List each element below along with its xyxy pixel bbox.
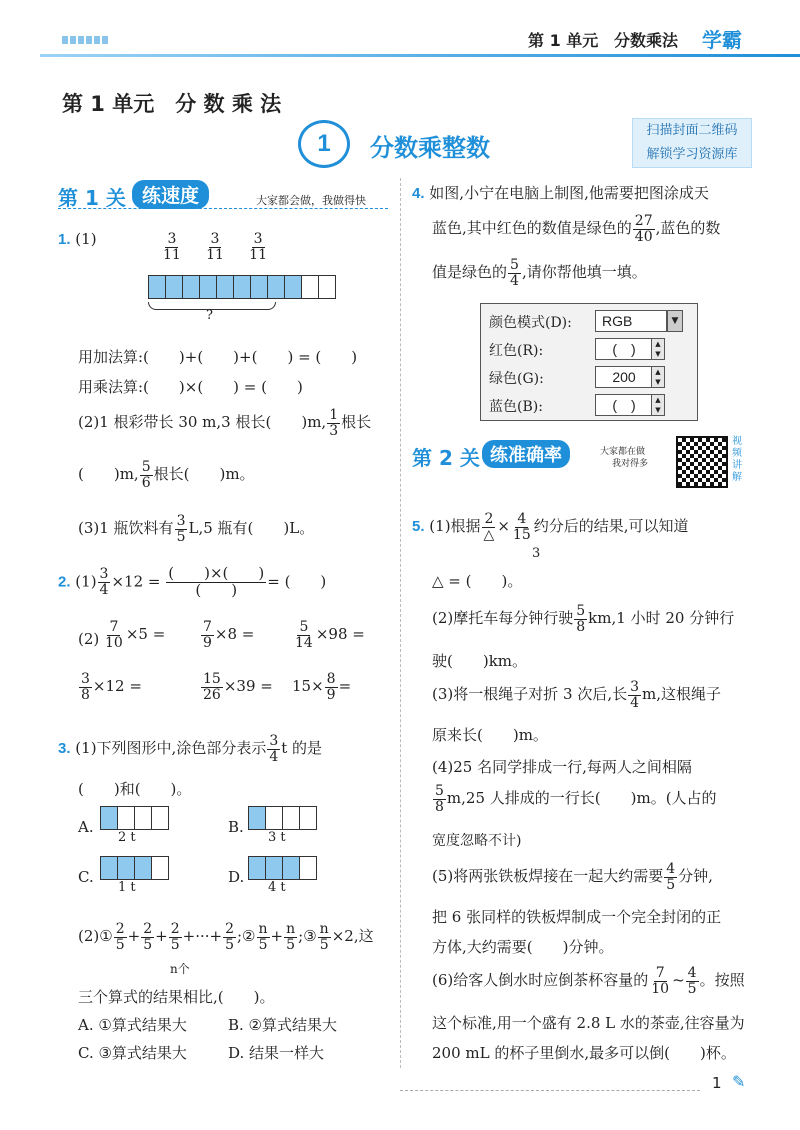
q4-line3: 值是绿色的 $\frac{5}{4}$ ,请你帮他填一填。 <box>432 257 647 289</box>
resource-box <box>632 118 752 168</box>
section1-label: 第 1 关 <box>58 186 126 210</box>
section2-label: 第 2 关 <box>412 446 480 470</box>
q1-top-frac: $\frac{3}{11}$ <box>249 231 267 263</box>
section2-name: 练准确率 <box>482 440 570 468</box>
footer-rule <box>400 1090 700 1091</box>
q3-option-a-length: 2 t <box>118 830 136 845</box>
header-brand: 学霸 <box>702 28 742 52</box>
q3-choice-b: B. ②算式结果大 <box>228 1016 338 1034</box>
q1-part2-line1: (2)1 根彩带长 30 m,3 根长( )m, $\frac{1}{3}$ 根长 <box>78 407 372 439</box>
q3-option-d-length: 4 t <box>268 880 286 895</box>
q1-mul-line: 用乘法算:( )×( ) = ( ) <box>78 378 303 396</box>
color-dialog <box>480 303 698 421</box>
q5-part6-b: 这个标准,用一个盛有 2.8 L 水的茶壶,往容量为 <box>432 1014 745 1032</box>
q5-part6: (6)给客人倒水时应倒茶杯容量的 $\frac{7}{10}$ ~ $\frac{4}{5}$ 。按照 <box>432 965 745 997</box>
q5-part1: 5. (1)根据 $\frac{2}{\triangle}$ × $\frac{4}{15}$ 约分后的结果,可以知道 <box>412 511 689 543</box>
lesson-badge: 1 <box>298 120 350 168</box>
q3-option-d-bar <box>248 856 316 880</box>
red-input[interactable]: ( ) <box>595 338 653 360</box>
resource-line2: 解锁学习资源库 <box>646 147 738 162</box>
q1-strip <box>148 275 335 299</box>
header-unit: 第 1 单元 <box>528 31 599 50</box>
page-number: 1 <box>712 1074 722 1092</box>
blue-stepper-icon[interactable]: ▲ ▼ <box>651 394 665 416</box>
lesson-title: 分数乘整数 <box>370 134 490 162</box>
q3-choice-a: A. ①算式结果大 <box>78 1016 187 1034</box>
q3-choice-c: C. ③算式结果大 <box>78 1044 187 1062</box>
q3-option-b-label: B. <box>228 818 244 836</box>
q1-part2-line2: ( )m, $\frac{5}{6}$ 根长( )m。 <box>78 459 255 491</box>
q3-option-c-label: C. <box>78 868 94 886</box>
q3-option-c-bar <box>100 856 168 880</box>
q3-choice-d: D. 结果一样大 <box>228 1044 325 1062</box>
blue-label: 蓝色(B): <box>489 399 543 415</box>
green-stepper-icon[interactable]: ▲ ▼ <box>651 366 665 388</box>
green-label: 绿色(G): <box>489 371 544 387</box>
q5-part3: (3)将一根绳子对折 3 次后,长 $\frac{3}{4}$ m,这根绳子 <box>432 679 722 711</box>
q2-item: $\frac{15}{26}$ ×39 = <box>203 671 273 703</box>
section2-tip1: 大家都在做 <box>600 447 646 457</box>
pencil-icon: ✎ <box>732 1072 746 1091</box>
chevron-down-icon[interactable]: ▼ <box>667 310 683 332</box>
q3-option-a-bar <box>100 806 168 830</box>
q3-part1: 3. (1)下列图形中,涂色部分表示 $\frac{3}{4}$ t 的是 <box>58 733 323 765</box>
red-stepper-icon[interactable]: ▲ ▼ <box>651 338 665 360</box>
header-stripe <box>40 54 800 57</box>
q2-item: $\frac{3}{8}$ ×12 = <box>81 671 142 703</box>
q4-line2: 蓝色,其中红色的数值是绿色的 $\frac{27}{40}$ ,蓝色的数 <box>432 213 721 245</box>
q3-option-d-label: D. <box>228 868 245 886</box>
q5-part2-b: 驶( )km。 <box>432 652 528 670</box>
q2-item: $\frac{5}{14}$ ×98 = <box>295 619 365 651</box>
q5-part5-c: 方体,大约需要( )分钟。 <box>432 938 614 956</box>
q3-part2: (2)① $\frac{2}{5}$ + $\frac{2}{5}$ + $\frac{2}{5}$ +···+ $\frac{2}{5}$ ;② $\frac{n}{5}$ + $\frac{n}{5}$ ;③ $\frac{n}{5}$ ×2,这 <box>78 921 374 953</box>
q3-part1-blanks: ( )和( )。 <box>78 780 192 798</box>
blue-input[interactable]: ( ) <box>595 394 653 416</box>
q1-number: 1. (1) <box>58 230 97 248</box>
green-input[interactable]: 200 <box>595 366 653 388</box>
q5-part4: (4)25 名同学排成一行,每两人之间相隔 <box>432 758 692 776</box>
section1-name: 练速度 <box>132 180 209 209</box>
q5-part4-c: 宽度忽略不计) <box>432 833 522 849</box>
q3-option-b-length: 3 t <box>268 830 286 845</box>
q1-question-mark: ? <box>206 308 213 323</box>
q3-n-count: n个 <box>170 962 190 976</box>
section2-tip2: 我对得多 <box>612 459 649 469</box>
video-label: 视频讲解 <box>732 436 742 483</box>
q4-line1: 4. 如图,小宁在电脑上制图,他需要把图涂成天 <box>412 184 709 202</box>
q3-part2-compare: 三个算式的结果相比,( )。 <box>78 988 275 1006</box>
q5-part5-b: 把 6 张同样的铁板焊制成一个完全封闭的正 <box>432 908 722 926</box>
header-dots <box>62 36 110 44</box>
unit-title-name: 分 数 乘 法 <box>175 92 282 116</box>
q3-option-a-label: A. <box>78 818 94 836</box>
q2-part1: 2. (1) $\frac{3}{4}$ ×12 = $\frac{( )\times( )}{( )}$ = ( ) <box>58 564 327 599</box>
unit-title-unit: 第 1 单元 <box>62 92 155 116</box>
q1-add-line: 用加法算:( )+( )+( ) = ( ) <box>78 348 358 366</box>
header-topic: 分数乘法 <box>614 31 679 50</box>
q5-sub3: 3 <box>532 546 541 561</box>
q5-part6-c: 200 mL 的杯子里倒水,最多可以倒( )杯。 <box>432 1044 736 1062</box>
q5-part2: (2)摩托车每分钟行驶 $\frac{5}{8}$ km,1 小时 20 分钟行 <box>432 603 735 635</box>
q1-top-fracs <box>160 232 270 262</box>
q2-item: 15× $\frac{8}{9}$ = <box>292 671 352 703</box>
q1-top-frac: $\frac{3}{11}$ <box>206 231 224 263</box>
q5-part1-answer: △ = ( )。 <box>432 572 523 590</box>
color-mode-label: 颜色模式(D): <box>489 315 572 331</box>
color-mode-select[interactable]: RGB <box>595 310 667 332</box>
red-label: 红色(R): <box>489 343 544 359</box>
q1-top-frac: $\frac{3}{11}$ <box>163 231 181 263</box>
qr-code-icon[interactable] <box>676 436 728 488</box>
section1-rule <box>58 208 388 209</box>
q2-item: $\frac{7}{9}$ ×8 = <box>203 619 255 651</box>
q2-part2-label: (2) <box>78 630 100 648</box>
resource-line1: 扫描封面二维码 <box>646 123 738 138</box>
column-divider <box>400 178 401 1068</box>
unit-title <box>62 88 281 118</box>
section1-tip: 大家都会做，我做得快 <box>256 194 366 207</box>
q2-item: $\frac{7}{10}$ ×5 = <box>105 619 166 651</box>
q5-part4-b: $\frac{5}{8}$ m,25 人排成的一行长( )m。(人占的 <box>435 783 717 815</box>
q3-option-c-length: 1 t <box>118 880 136 895</box>
q5-part3-b: 原来长( )m。 <box>432 726 548 744</box>
q1-part3: (3)1 瓶饮料有 $\frac{3}{5}$ L,5 瓶有( )L。 <box>78 513 315 545</box>
q5-part5: (5)将两张铁板焊接在一起大约需要 $\frac{4}{5}$ 分钟, <box>432 861 713 893</box>
q3-option-b-bar <box>248 806 316 830</box>
